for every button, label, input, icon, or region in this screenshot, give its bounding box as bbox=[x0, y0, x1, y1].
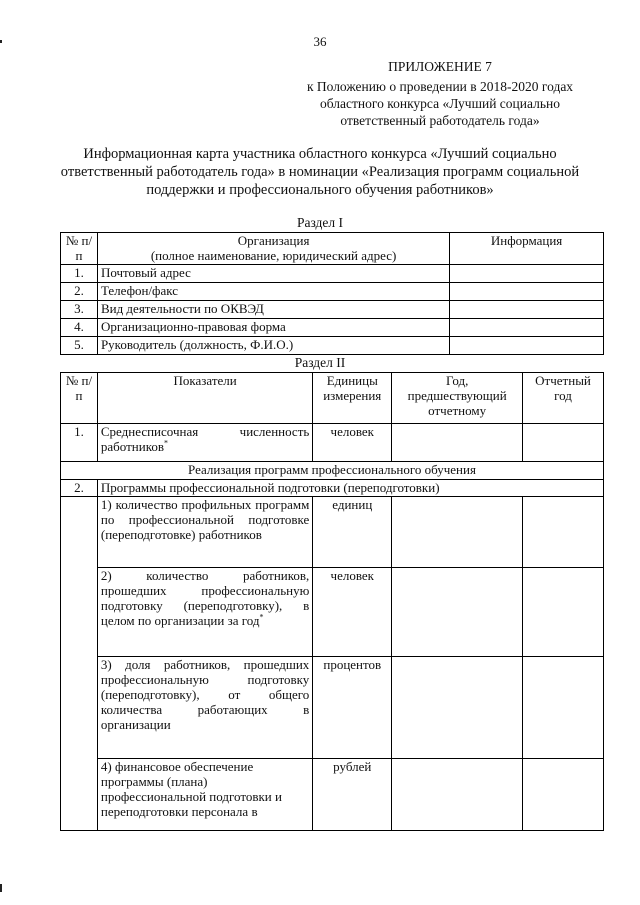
section-1-title: Раздел I bbox=[296, 215, 344, 230]
row-num: 2. bbox=[61, 283, 98, 301]
row-value bbox=[392, 568, 523, 657]
row-label-text: Среднесписочная численность работников bbox=[100, 424, 310, 454]
row-num bbox=[61, 497, 98, 831]
row-unit: человек bbox=[313, 424, 392, 462]
row-label bbox=[97, 424, 312, 462]
row-label: Организационно-правовая форма bbox=[97, 319, 449, 337]
row-num: 2. bbox=[61, 480, 98, 497]
row-value bbox=[392, 424, 523, 462]
row-label: Почтовый адрес bbox=[97, 265, 449, 283]
header-indicators: Показатели bbox=[97, 373, 312, 424]
row-label-text: 2) количество работников, прошедших профессиональную подготовку (переподготовку), в целом по организации за год bbox=[100, 568, 310, 628]
row-unit: процентов bbox=[313, 657, 392, 759]
row-value bbox=[450, 337, 604, 355]
row-unit: человек bbox=[313, 568, 392, 657]
subheading-row bbox=[61, 462, 604, 480]
table-row bbox=[61, 424, 604, 462]
header-org-line2: (полное наименование, юридический адрес) bbox=[150, 248, 397, 263]
scan-mark bbox=[0, 40, 2, 43]
table-row bbox=[61, 657, 604, 759]
footnote-mark: * bbox=[259, 612, 264, 622]
table-row bbox=[61, 319, 604, 337]
table-row bbox=[61, 759, 604, 831]
row-value bbox=[523, 424, 604, 462]
row-value bbox=[450, 301, 604, 319]
header-information: Информация bbox=[450, 233, 604, 265]
header-num: № п/п bbox=[61, 373, 98, 424]
subheading: Реализация программ профессионального обучения bbox=[61, 462, 604, 480]
appendix-line-2: областного конкурса «Лучший социально bbox=[320, 96, 560, 111]
row-value bbox=[523, 759, 604, 831]
header-num: № п/п bbox=[61, 233, 98, 265]
header-org-line1: Организация bbox=[237, 233, 310, 248]
row-label bbox=[97, 497, 312, 568]
row-num: 1. bbox=[61, 265, 98, 283]
row-label: Руководитель (должность, Ф.И.О.) bbox=[97, 337, 449, 355]
row-num: 5. bbox=[61, 337, 98, 355]
section-1-table bbox=[60, 232, 604, 355]
row-value bbox=[523, 657, 604, 759]
appendix-line-1: к Положению о проведении в 2018-2020 годах bbox=[306, 79, 574, 94]
row-num: 3. bbox=[61, 301, 98, 319]
row-num: 1. bbox=[61, 424, 98, 462]
table-row bbox=[61, 337, 604, 355]
footnote-mark: * bbox=[164, 438, 168, 448]
header-organization bbox=[97, 233, 449, 265]
table-header-row bbox=[61, 233, 604, 265]
table-row bbox=[61, 283, 604, 301]
row-value bbox=[392, 657, 523, 759]
row-value bbox=[523, 497, 604, 568]
header-units: Единицы измерения bbox=[313, 373, 392, 424]
header-report-year: Отчетный год bbox=[523, 373, 604, 424]
row-value bbox=[450, 265, 604, 283]
appendix-line-3: ответственный работодатель года» bbox=[340, 113, 540, 128]
row-value bbox=[392, 759, 523, 831]
table-row bbox=[61, 480, 604, 497]
page-number: 36 bbox=[313, 34, 327, 49]
row-value bbox=[450, 319, 604, 337]
section-2-table bbox=[60, 372, 604, 831]
row-value bbox=[392, 497, 523, 568]
row-unit: единиц bbox=[313, 497, 392, 568]
row-value bbox=[450, 283, 604, 301]
row-value bbox=[523, 568, 604, 657]
table-header-row bbox=[61, 373, 604, 424]
table-row bbox=[61, 301, 604, 319]
row-label bbox=[97, 759, 312, 831]
row-label bbox=[97, 568, 312, 657]
table-row bbox=[61, 265, 604, 283]
row-label-text: 4) финансовое обеспечение программы (плана) профессиональной подготовки и переподготовки персонала в bbox=[100, 759, 282, 819]
section-2-title: Раздел II bbox=[294, 355, 346, 370]
row-label-text: 3) доля работников, прошедших профессиональную подготовку (переподготовку), от общего количества работающих в организации bbox=[100, 657, 310, 732]
row-num: 4. bbox=[61, 319, 98, 337]
scan-mark bbox=[0, 884, 2, 892]
row-label: Вид деятельности по ОКВЭД bbox=[97, 301, 449, 319]
row-label-text: 1) количество профильных программ по профессиональной подготовке (переподготовке) работников bbox=[100, 497, 310, 542]
row-label: Телефон/факс bbox=[97, 283, 449, 301]
header-prev-year: Год, предшествующий отчетному bbox=[392, 373, 523, 424]
row-label bbox=[97, 657, 312, 759]
appendix-title: ПРИЛОЖЕНИЕ 7 bbox=[388, 59, 492, 74]
row-unit: рублей bbox=[313, 759, 392, 831]
table-row bbox=[61, 568, 604, 657]
row-label: Программы профессиональной подготовки (переподготовки) bbox=[97, 480, 603, 497]
document-title: Информационная карта участника областного конкурса «Лучший социально ответственный работодатель года» в номинации «Реализация программ социальной поддержки и профессионального обучения работников» bbox=[60, 146, 580, 198]
table-row bbox=[61, 497, 604, 568]
